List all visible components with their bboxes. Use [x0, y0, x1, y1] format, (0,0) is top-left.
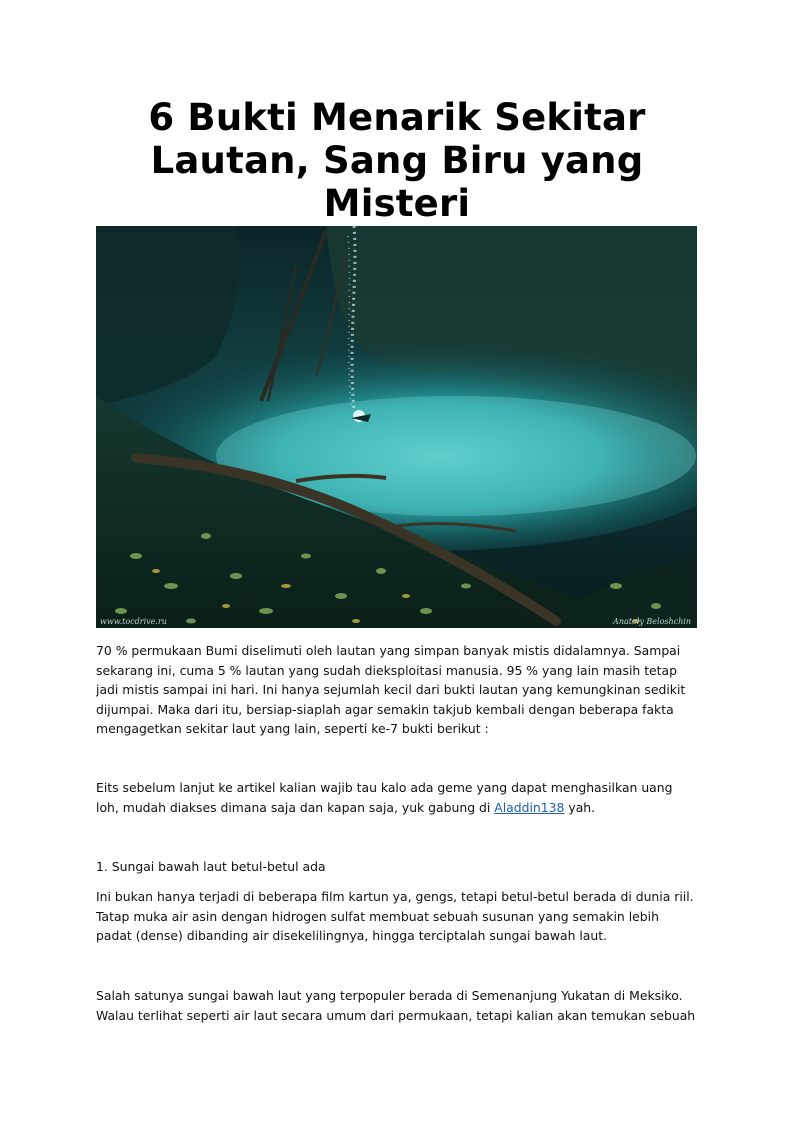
intro-paragraph: 70 % permukaan Bumi diselimuti oleh lautan yang simpan banyak mistis didalamnya. Sampai sekarang ini, cuma 5 % lautan yang sudah dieksploitasi manusia. 95 % yang lain masih tetap jadi mistis sampai ini hari. Ini hanya sejumlah kecil dari bukti lautan yang kemungkinan sedikit dijumpai. Maka dari itu, bersiap-siaplah agar semakin takjub kembali dengan beberapa fakta mengagetkan sekitar laut yang lain, seperti ke-7 bukti berikut : [96, 643, 686, 736]
photo-credit-author: Anatoly Beloshchin [613, 617, 691, 626]
section-heading-1: 1. Sungai bawah laut betul-betul ada [96, 859, 326, 874]
promo-text-before: Eits sebelum lanjut ke artikel kalian wajib tau kalo ada geme yang dapat menghasilkan uang loh, mudah diakses dimana saja dan kapan saja, yuk gabung di [96, 780, 673, 815]
underwater-river-photo [96, 226, 697, 628]
underwater-cenote-illustration [96, 226, 697, 628]
photo-credit-site: www.tocdrive.ru [100, 617, 167, 626]
aladdin138-link[interactable]: Aladdin138 [494, 799, 565, 815]
section-1-paragraph-1: Ini bukan hanya terjadi di beberapa film kartun ya, gengs, tetapi betul-betul berada di dunia riil. Tatap muka air asin dengan hidrogen sulfat membuat sebuah susunan yang semakin lebih padat (dense) dibanding air disekelilingnya, hingga terciptalah sungai bawah laut. [96, 889, 694, 943]
section-1-paragraph-2: Salah satunya sungai bawah laut yang terpopuler berada di Semenanjung Yukatan di Meksiko. Walau terlihat seperti air laut secara umum dari permukaan, tetapi kalian akan temukan sebuah [96, 988, 696, 1023]
promo-text-after: yah. [564, 799, 596, 815]
promo-paragraph [96, 778, 696, 817]
document-title: 6 Bukti Menarik Sekitar Lautan, Sang Biru yang Misteri [148, 96, 646, 225]
